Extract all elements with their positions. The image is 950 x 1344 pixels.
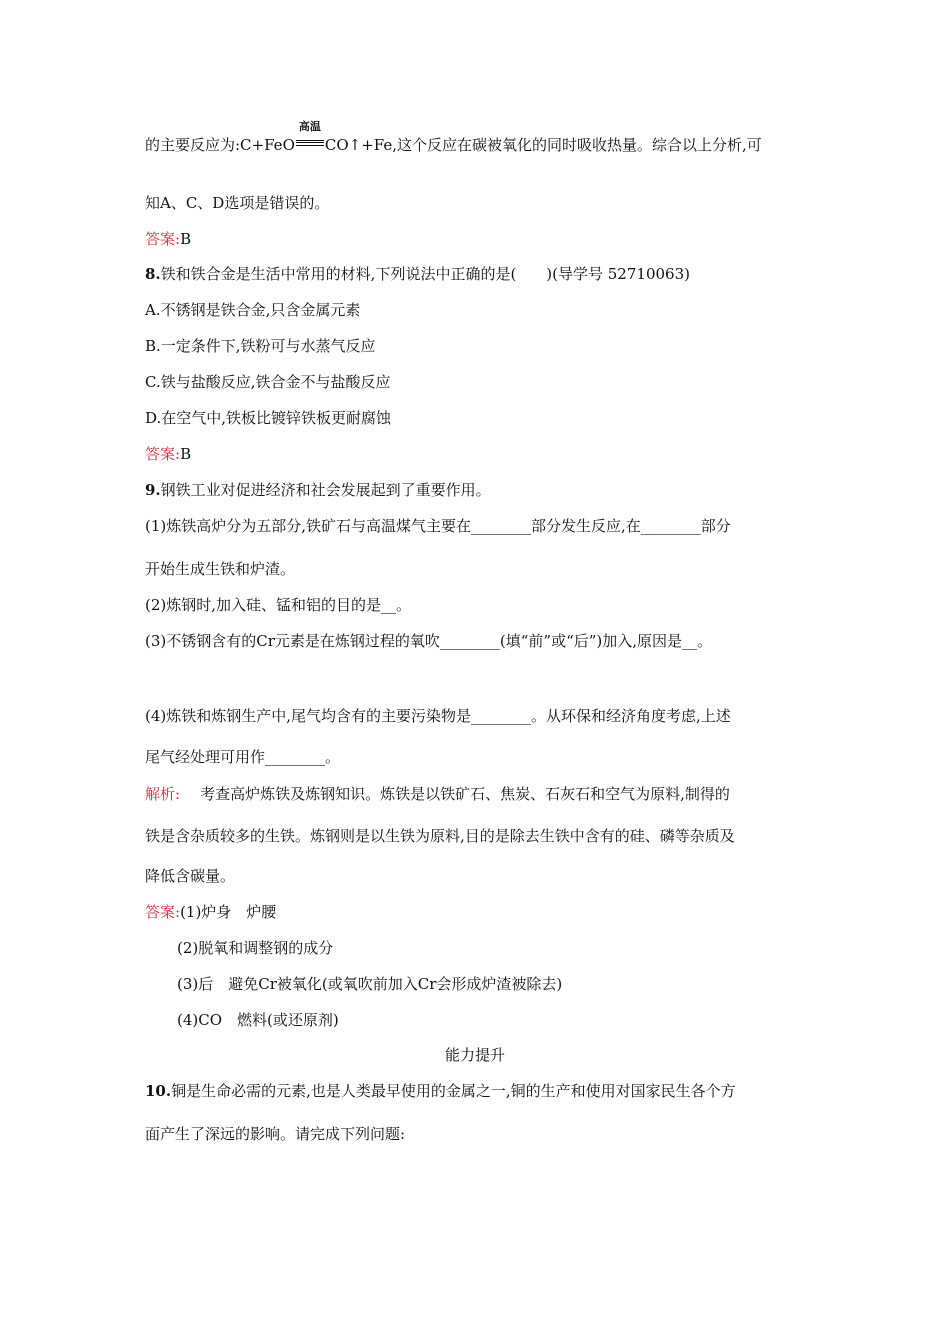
question-number: 9. — [145, 481, 161, 499]
q9-part4-line1: (4)炼铁和炼钢生产中,尾气均含有的主要污染物是________。从环保和经济角度考虑,上述 — [145, 707, 731, 725]
section-title: 能力提升 — [444, 1046, 505, 1064]
q9-part4-line2: 尾气经处理可用作________。 — [145, 748, 341, 766]
q8-option-a: A.不锈钢是铁合金,只含金属元素 — [145, 301, 361, 319]
q8-answer — [145, 444, 191, 464]
q10-stem-line1 — [145, 1081, 736, 1101]
reaction-equals-sign — [295, 120, 325, 155]
q9-part3: (3)不锈钢含有的Cr元素是在炼钢过程的氧吹________(填“前”或“后”)加入,原因是__。 — [145, 632, 713, 650]
q9-analysis-line1 — [145, 784, 730, 804]
q9-analysis-line3: 降低含碳量。 — [145, 867, 236, 885]
analysis-label: 解析: — [145, 785, 181, 803]
q8-option-b: B.一定条件下,铁粉可与水蒸气反应 — [145, 337, 376, 355]
answer-value: B — [180, 230, 192, 248]
q10-stem-line2: 面产生了深远的影响。请完成下列问题: — [145, 1125, 406, 1143]
q9-part1-line2: 开始生成生铁和炉渣。 — [145, 560, 296, 578]
q7-text-prefix: 的主要反应为:C+FeO — [145, 136, 295, 154]
q9-answer-part3: (3)后 避免Cr被氧化(或氧吹前加入Cr会形成炉渣被除去) — [177, 975, 563, 993]
q9-stem — [145, 480, 491, 500]
answer-label: 答案: — [145, 903, 181, 921]
answer-value: B — [180, 445, 192, 463]
question-stem: 铜是生命必需的元素,也是人类最早使用的金属之一,铜的生产和使用对国家民生各个方 — [171, 1082, 736, 1100]
q7-text-suffix: CO↑+Fe,这个反应在碳被氧化的同时吸收热量。综合以上分析,可 — [324, 136, 762, 154]
answer-part1: (1)炉身 炉腰 — [180, 903, 277, 921]
q8-option-c: C.铁与盐酸反应,铁合金不与盐酸反应 — [145, 373, 391, 391]
q9-answer-part4: (4)CO 燃料(或还原剂) — [177, 1011, 339, 1029]
q9-answer-part2: (2)脱氧和调整钢的成分 — [177, 939, 334, 957]
q7-line2: 知A、C、D选项是错误的。 — [145, 194, 330, 212]
q9-part1-line1: (1)炼铁高炉分为五部分,铁矿石与高温煤气主要在________部分发生反应,在________部分 — [145, 517, 731, 535]
q8-stem — [145, 264, 690, 284]
analysis-text: 考查高炉炼铁及炼钢知识。炼铁是以铁矿石、焦炭、石灰石和空气为原料,制得的 — [200, 785, 730, 803]
question-stem: 铁和铁合金是生活中常用的材料,下列说法中正确的是( )(导学号 52710063) — [160, 265, 690, 283]
answer-label: 答案: — [145, 230, 181, 248]
question-number: 8. — [145, 265, 161, 283]
q7-answer — [145, 229, 191, 249]
q9-analysis-line2: 铁是含杂质较多的生铁。炼钢则是以生铁为原料,目的是除去生铁中含有的硅、磷等杂质及 — [145, 827, 735, 845]
question-stem: 钢铁工业对促进经济和社会发展起到了重要作用。 — [160, 481, 491, 499]
q9-part2: (2)炼钢时,加入硅、锰和铝的目的是__。 — [145, 596, 412, 614]
reaction-condition: 高温 — [298, 120, 321, 133]
question-number: 10. — [145, 1082, 172, 1100]
q8-option-d: D.在空气中,铁板比镀锌铁板更耐腐蚀 — [145, 409, 392, 427]
answer-label: 答案: — [145, 445, 181, 463]
q7-reaction-line — [145, 120, 762, 155]
q9-answer-line1 — [145, 902, 276, 922]
